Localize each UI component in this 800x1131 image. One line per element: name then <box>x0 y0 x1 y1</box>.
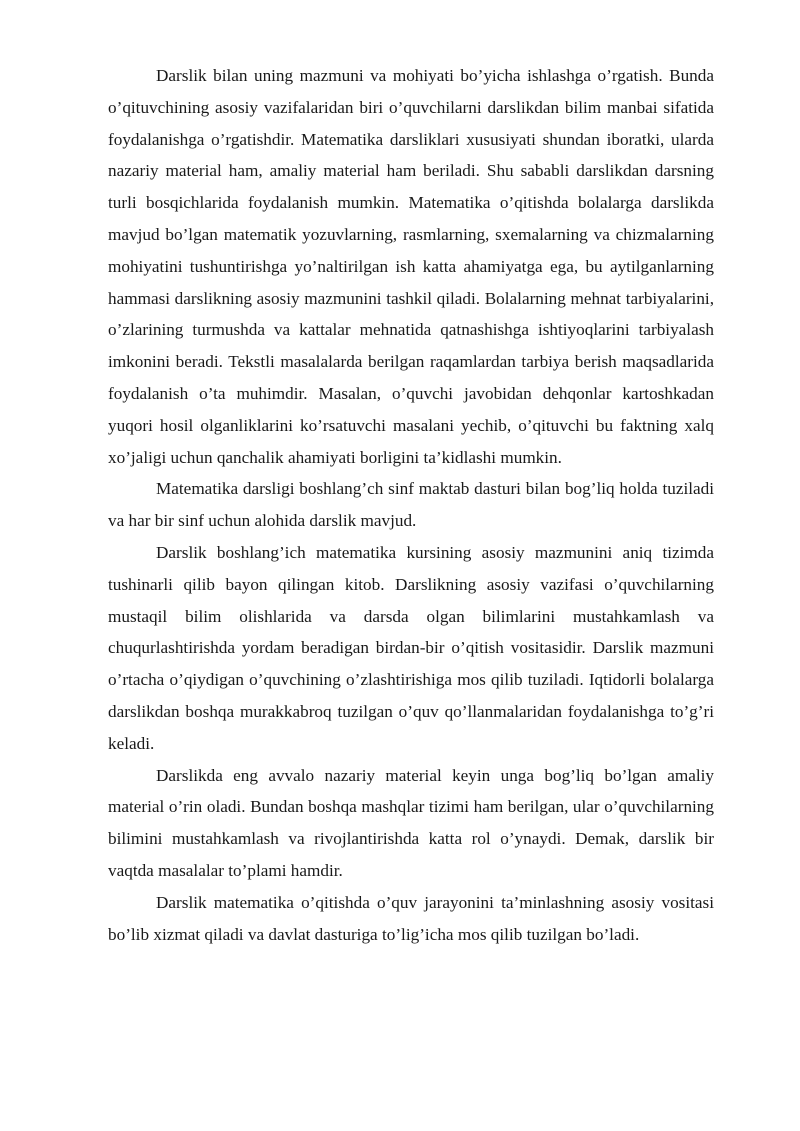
paragraph-4: Darslikda eng avvalo nazariy material keyin unga bog’liq bo’lgan amaliy material o’rin oladi. Bundan boshqa mashqlar tizimi ham berilgan, ular o’quvchilarning bilimini mustahkamlash va rivojlantirishda katta rol o’ynaydi. Demak, darslik bir vaqtda masalalar to’plami hamdir. <box>108 765 714 880</box>
paragraph-3: Darslik boshlang’ich matematika kursining asosiy mazmunini aniq tizimda tushinarli qilib bayon qilingan kitob. Darslikning asosiy vazifasi o’quvchilarning mustaqil bilim olishlarida va darsda olgan bilimlarini mustahkamlash va chuqurlashtirishda yordam beradigan birdan-bir o’qitish vositasidir. Darslik mazmuni o’rtacha o’qiydigan o’quvchining o’zlashtirishiga mos qilib tuziladi. Iqtidorli bolalarga darslikdan boshqa murakkabroq tuzilgan o’quv qo’llanmalaridan foydalanishga to’g’ri keladi. <box>108 542 714 753</box>
paragraph-5: Darslik matematika o’qitishda o’quv jarayonini ta’minlashning asosiy vositasi bo’lib xizmat qiladi va davlat dasturiga to’lig’icha mos qilib tuzilgan bo’ladi. <box>108 892 714 944</box>
document-page <box>108 60 714 950</box>
paragraph-2: Matematika darsligi boshlang’ch sinf maktab dasturi bilan bog’liq holda tuziladi va har bir sinf uchun alohida darslik mavjud. <box>108 479 714 531</box>
paragraph-1: Darslik bilan uning mazmuni va mohiyati bo’yicha ishlashga o’rgatish. Bunda o’qituvchining asosiy vazifalaridan biri o’quvchilarni darslikdan bilim manbai sifatida foydalanishga o’rgatishdir. Matematika darsliklari xususiyati shundan iboratki, ularda nazariy material ham, amaliy material ham beriladi. Shu sababli darslikdan darsning turli bosqichlarida foydalanish mumkin. Matematika o’qitishda bolalarga darslikda mavjud bo’lgan matematik yozuvlarning, rasmlarning, sxemalarning va chizmalarning mohiyatini tushuntirishga yo’naltirilgan ish katta ahamiyatga ega, bu aytilganlarning hammasi darslikning asosiy mazmunini tashkil qiladi. Bolalarning mehnat tarbiyalarini, o’zlarining turmushda va kattalar mehnatida qatnashishga ishtiyoqlarini tarbiyalash imkonini beradi. Tekstli masalalarda berilgan raqamlardan tarbiya berish maqsadlarida foydalanish o’ta muhimdir. Masalan, o’quvchi javobidan dehqonlar kartoshkadan yuqori hosil olganliklarini ko’rsatuvchi masalani yechib, o’qituvchi bu faktning xalq xo’jaligi uchun qanchalik ahamiyati borligini ta’kidlashi mumkin. <box>108 66 714 467</box>
